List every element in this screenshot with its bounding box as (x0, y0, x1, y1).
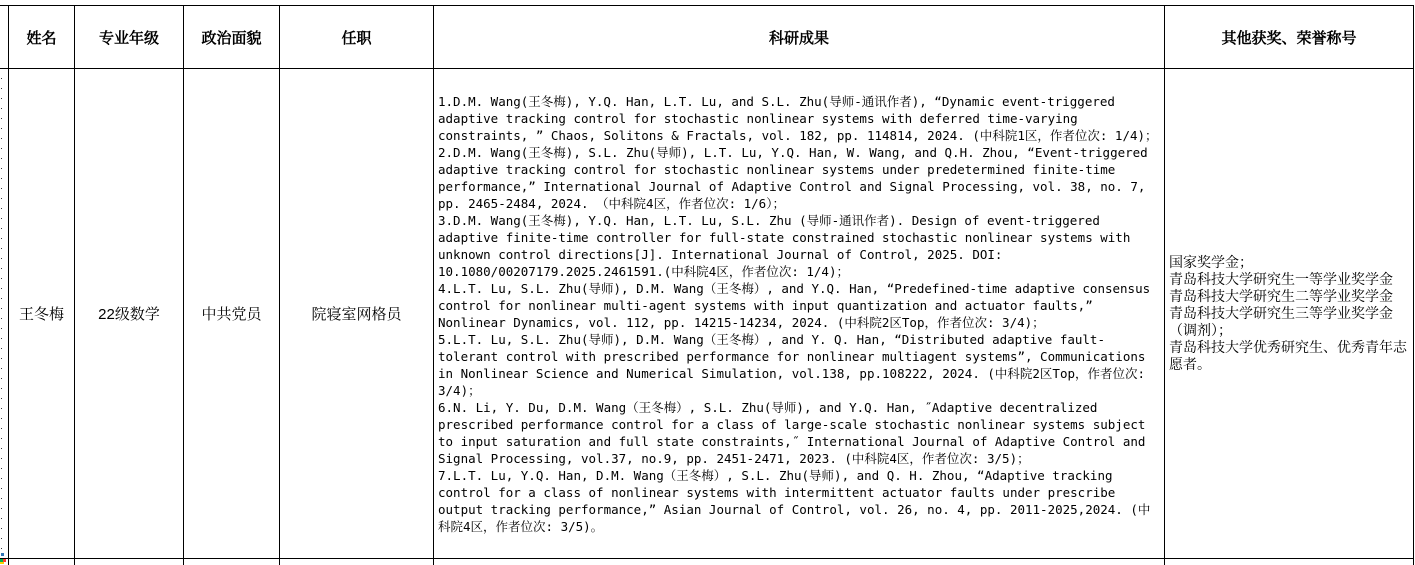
publication-item-4: 4.L.T. Lu, S.L. Zhu(导师), D.M. Wang（王冬梅）, and Y.Q. Han, “Predefined-time adaptive consensus control for nonlinear multi-agent systems with input quantization and actuator faults,” Nonlinear Dynamics, vol. 112, pp. 14215-14234, 2024. (中科院2区Top，作者位次: 3/4)； (438, 280, 1151, 330)
award-item-1: 国家奖学金； (1169, 254, 1253, 270)
column-header-other-awards: 其他获奖、荣誉称号 (1165, 6, 1414, 69)
publication-item-1: 1.D.M. Wang(王冬梅), Y.Q. Han, L.T. Lu, and S.L. Zhu(导师-通讯作者), “Dynamic event-triggered adaptive tracking control for stochastic nonlinear systems with deferred time-varying constraints, ” Chaos, Solitons & Fractals, vol. 182, pp. 114814, 2024. (中科院1区，作者位次: 1/4)； (438, 93, 1158, 143)
cell-research-achievements (434, 69, 1165, 559)
column-header-position: 任职 (280, 6, 434, 69)
next-row-stub (280, 559, 434, 565)
next-row-stub (184, 559, 280, 565)
cell-major-grade: 22级数学 (75, 69, 184, 559)
cell-political-status: 中共党员 (184, 69, 280, 559)
publication-item-3: 3.D.M. Wang(王冬梅), Y.Q. Han, L.T. Lu, S.L. Zhu (导师-通讯作者). Design of event-triggered adaptive finite-time controller for full-state constrained stochastic nonlinear systems with unknown control directions[J]. International Journal of Control, 2025. DOI: 10.1080/00207179.2025.2461591.(中科院4区，作者位次: 1/4)； (438, 212, 1131, 279)
next-row-stub (9, 559, 75, 565)
cell-position: 院寝室网格员 (280, 69, 434, 559)
gridline-extension-top (0, 5, 8, 6)
cell-name: 王冬梅 (9, 69, 75, 559)
artifact-pixel-blue (1, 553, 4, 556)
column-header-major-grade: 专业年级 (75, 6, 184, 69)
award-item-3: 青岛科技大学研究生二等学业奖学金 (1169, 288, 1393, 304)
column-header-name: 姓名 (9, 6, 75, 69)
artifact-pixel-yellow (0, 562, 4, 564)
page-break-dotted-line (1, 68, 2, 558)
publication-item-6: 6.N. Li, Y. Du, D.M. Wang（王冬梅）, S.L. Zhu(导师), and Y.Q. Han, ˝Adaptive decentralized prescribed performance control for a class of large-scale stochastic nonlinear systems subject to input saturation and full state constraints,˝ International Journal of Adaptive Control and Signal Processing, vol.37, no.9, pp. 2451-2471, 2023. (中科院4区，作者位次: 3/5)； (438, 399, 1146, 466)
next-row-stub (434, 559, 1165, 565)
corner-pixel-artifact (0, 553, 7, 565)
next-row-stub (75, 559, 184, 565)
award-item-4: 青岛科技大学研究生三等学业奖学金（调剂）； (1169, 305, 1393, 338)
publication-item-7: 7.L.T. Lu, Y.Q. Han, D.M. Wang（王冬梅）, S.L. Zhu(导师), and Q. H. Zhou, “Adaptive tracking control for a class of nonlinear systems with intermittent actuator faults under prescribe output tracking performance,” Asian Journal of Control, vol. 26, no. 4, pp. 2011-2025,2024. (中科院4区，作者位次: 3/5)。 (438, 467, 1151, 534)
award-item-2: 青岛科技大学研究生一等学业奖学金 (1169, 271, 1393, 287)
publication-item-2: 2.D.M. Wang(王冬梅), S.L. Zhu(导师), L.T. Lu, Y.Q. Han, W. Wang, and Q.H. Zhou, “Event-triggered adaptive tracking control for stochastic nonlinear systems under predetermined finite-time performance,” International Journal of Adaptive Control and Signal Processing, vol. 38, no. 7, pp. 2465-2484, 2024. （中科院4区，作者位次: 1/6）； (438, 144, 1148, 211)
cell-other-awards (1165, 69, 1414, 559)
personnel-table (8, 5, 1414, 565)
column-header-political-status: 政治面貌 (184, 6, 280, 69)
publication-item-5: 5.L.T. Lu, S.L. Zhu(导师), D.M. Wang（王冬梅）, and Y. Q. Han, “Distributed adaptive fault-tolerant control with prescribed performance for nonlinear multiagent systems”, Communications in Nonlinear Science and Numerical Simulation, vol.138, pp.108222, 2024. (中科院2区Top，作者位次: 3/4)； (438, 331, 1146, 398)
next-row-stub (1165, 559, 1414, 565)
column-header-research-achievements: 科研成果 (434, 6, 1165, 69)
award-item-5: 青岛科技大学优秀研究生、优秀青年志愿者。 (1169, 339, 1407, 372)
